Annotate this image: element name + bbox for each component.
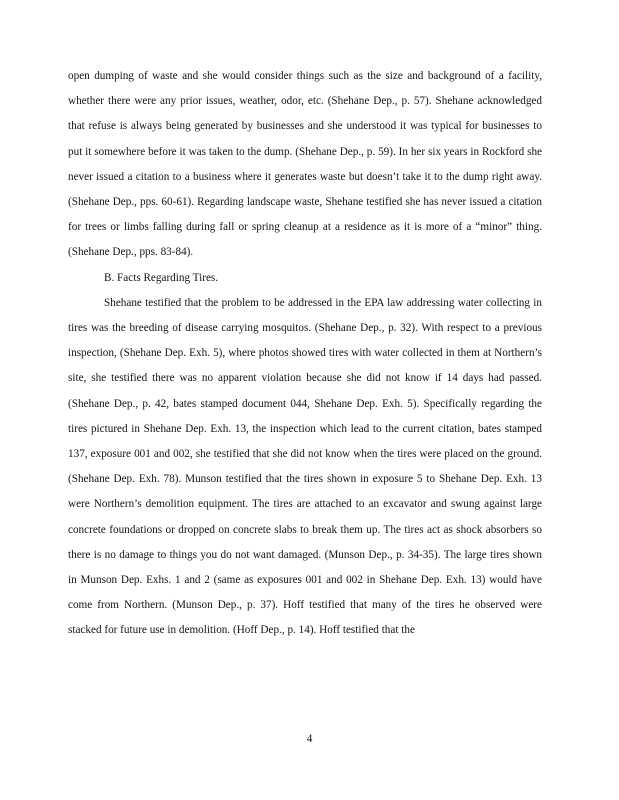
body-text [68,64,542,644]
paragraph-open-dumping: open dumping of waste and she would consider things such as the size and background of a facility, whether there were any prior issues, weather, odor, etc. (Shehane Dep., p. 57). Shehane acknowledged that refuse is always being generated by businesses and she understood it was typical for businesses to put it somewhere before it was taken to the dump. (Shehane Dep., p. 59). In her six years in Rockford she never issued a citation to a business where it generates waste but doesn’t take it to the dump right away. (Shehane Dep., pps. 60-61). Regarding landscape waste, Shehane testified she has never issued a citation for trees or limbs falling during fall or spring cleanup at a residence as it is more of a “minor” thing. (Shehane Dep., pps. 83-84). [68,70,542,259]
page-number: 4 [306,733,313,745]
section-heading-tires: B. Facts Regarding Tires. [104,271,219,284]
paragraph-tires-facts: Shehane testified that the problem to be addressed in the EPA law addressing water collecting in tires was the breeding of disease carrying mosquitos. (Shehane Dep., p. 32). With respect to a previous inspection, (Shehane Dep. Exh. 5), where photos showed tires with water collected in them at Northern’s site, she testified there was no apparent violation because she did not know if 14 days had passed. (Shehane Dep., p. 42, bates stamped document 044, Shehane Dep. Exh. 5). Specifically regarding the tires pictured in Shehane Dep. Exh. 13, the inspection which lead to the current citation, bates stamped 137, exposure 001 and 002, she testified that she did not know when the tires were placed on the ground. (Shehane Dep. Exh. 78). Munson testified that the tires shown in exposure 5 to Shehane Dep. Exh. 13 were Northern’s demolition equipment. The tires are attached to an excavator and swung against large concrete foundations or dropped on concrete slabs to break them up. The tires act as shock absorbers so there is no damage to things you do not want damaged. (Munson Dep., p. 34-35). The large tires shown in Munson Dep. Exhs. 1 and 2 (same as exposures 001 and 002 in Shehane Dep. Exh. 13) would have come from Northern. (Munson Dep., p. 37). Hoff testified that many of the tires he observed were stacked for future use in demolition. (Hoff Dep., p. 14). Hoff testified that the [68,296,542,637]
